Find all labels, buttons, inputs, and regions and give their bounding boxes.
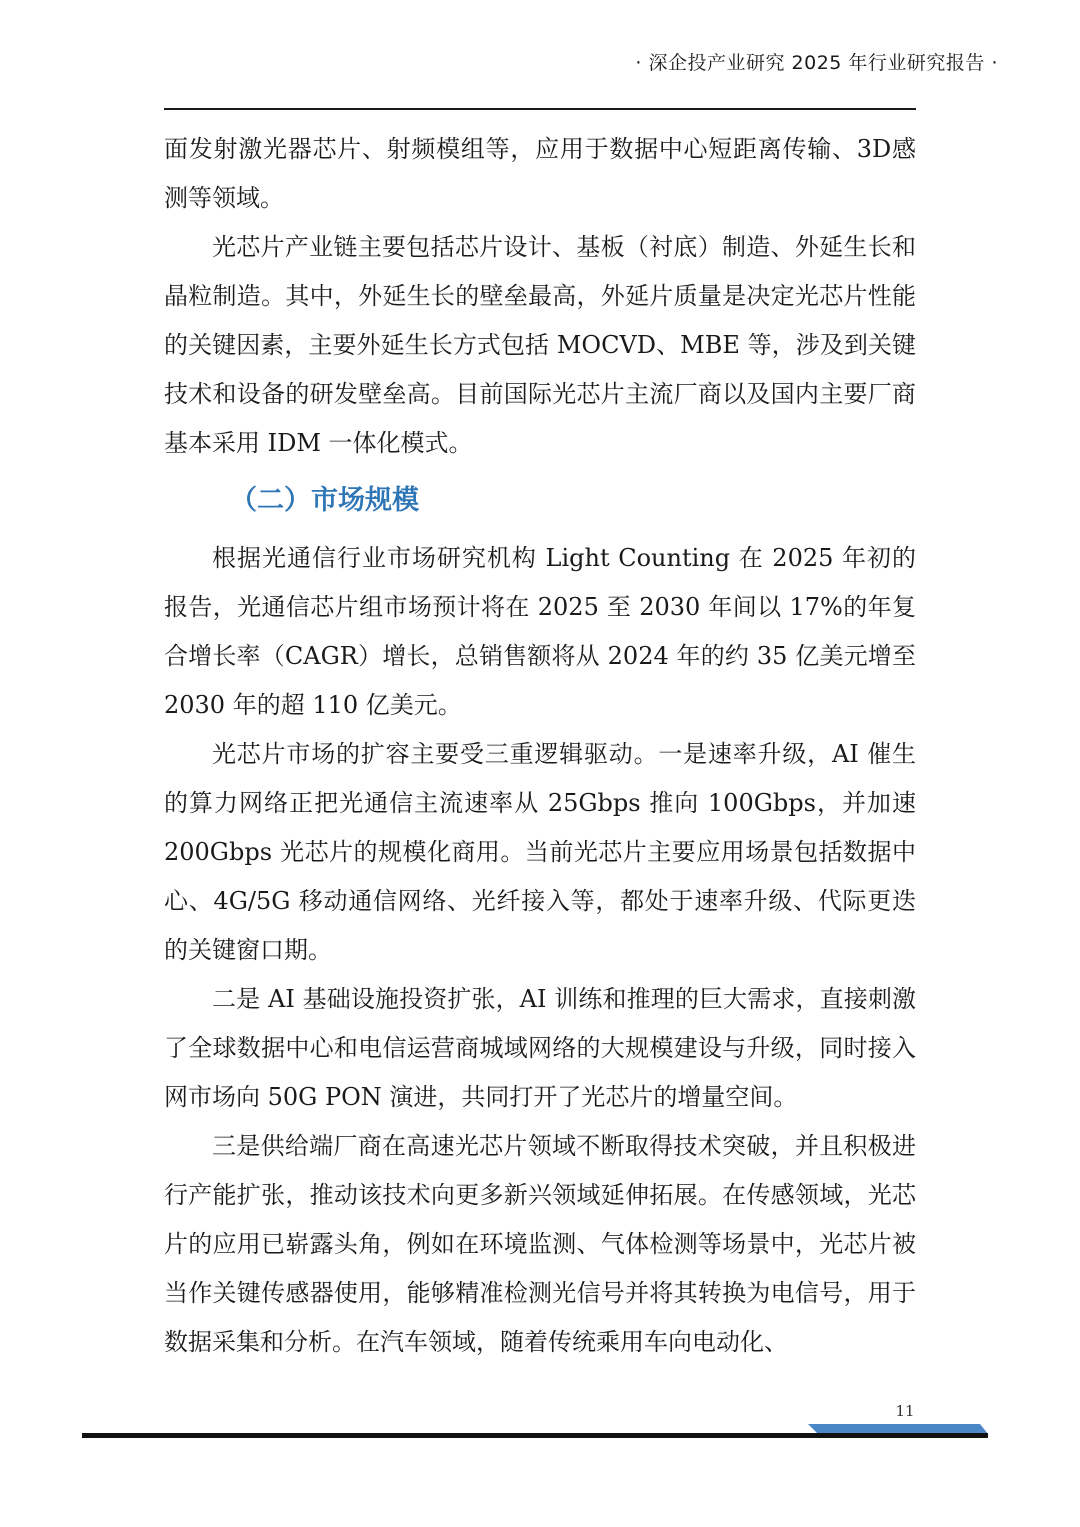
- footer-accent-shape: [808, 1424, 988, 1434]
- footer-rule: [82, 1433, 988, 1438]
- paragraph-market-forecast: 根据光通信行业市场研究机构 Light Counting 在 2025 年初的报告，光通信芯片组市场预计将在 2025 至 2030 年间以 17%的年复合增长率（CAGR）增长，总销售额将从 2024 年的约 35 亿美元增至 2030 年的超 110 亿美元。: [164, 544, 916, 719]
- paragraph-industry-chain: 光芯片产业链主要包括芯片设计、基板（衬底）制造、外延生长和晶粒制造。其中，外延生长的壁垒最高，外延片质量是决定光芯片性能的关键因素，主要外延生长方式包括 MOCVD、MBE 等，涉及到关键技术和设备的研发壁垒高。目前国际光芯片主流厂商以及国内主要厂商基本采用 IDM 一体化模式。: [164, 233, 916, 457]
- header-divider: [164, 108, 916, 110]
- section-heading-market-size: （二）市场规模: [230, 485, 419, 516]
- page-number: 11: [895, 1402, 915, 1420]
- paragraph-driver-ai-investment: 二是 AI 基础设施投资扩张，AI 训练和推理的巨大需求，直接刺激了全球数据中心和电信运营商城域网络的大规模建设与升级，同时接入网市场向 50G PON 演进，共同打开了光芯片的增量空间。: [164, 985, 916, 1111]
- page-body: [164, 125, 916, 1367]
- paragraph-driver-rate-upgrade: 光芯片市场的扩容主要受三重逻辑驱动。一是速率升级，AI 催生的算力网络正把光通信主流速率从 25Gbps 推向 100Gbps，并加速 200Gbps 光芯片的规模化商用。当前光芯片主要应用场景包括数据中心、4G/5G 移动通信网络、光纤接入等，都处于速率升级、代际更迭的关键窗口期。: [164, 740, 916, 964]
- running-header: · 深企投产业研究 2025 年行业研究报告 ·: [635, 52, 998, 74]
- paragraph-continued: 面发射激光器芯片、射频模组等，应用于数据中心短距离传输、3D感测等领域。: [164, 135, 916, 212]
- paragraph-driver-supply-side: 三是供给端厂商在高速光芯片领域不断取得技术突破，并且积极进行产能扩张，推动该技术向更多新兴领域延伸拓展。在传感领域，光芯片的应用已崭露头角，例如在环境监测、气体检测等场景中，光芯片被当作关键传感器使用，能够精准检测光信号并将其转换为电信号，用于数据采集和分析。在汽车领域，随着传统乘用车向电动化、: [164, 1132, 916, 1356]
